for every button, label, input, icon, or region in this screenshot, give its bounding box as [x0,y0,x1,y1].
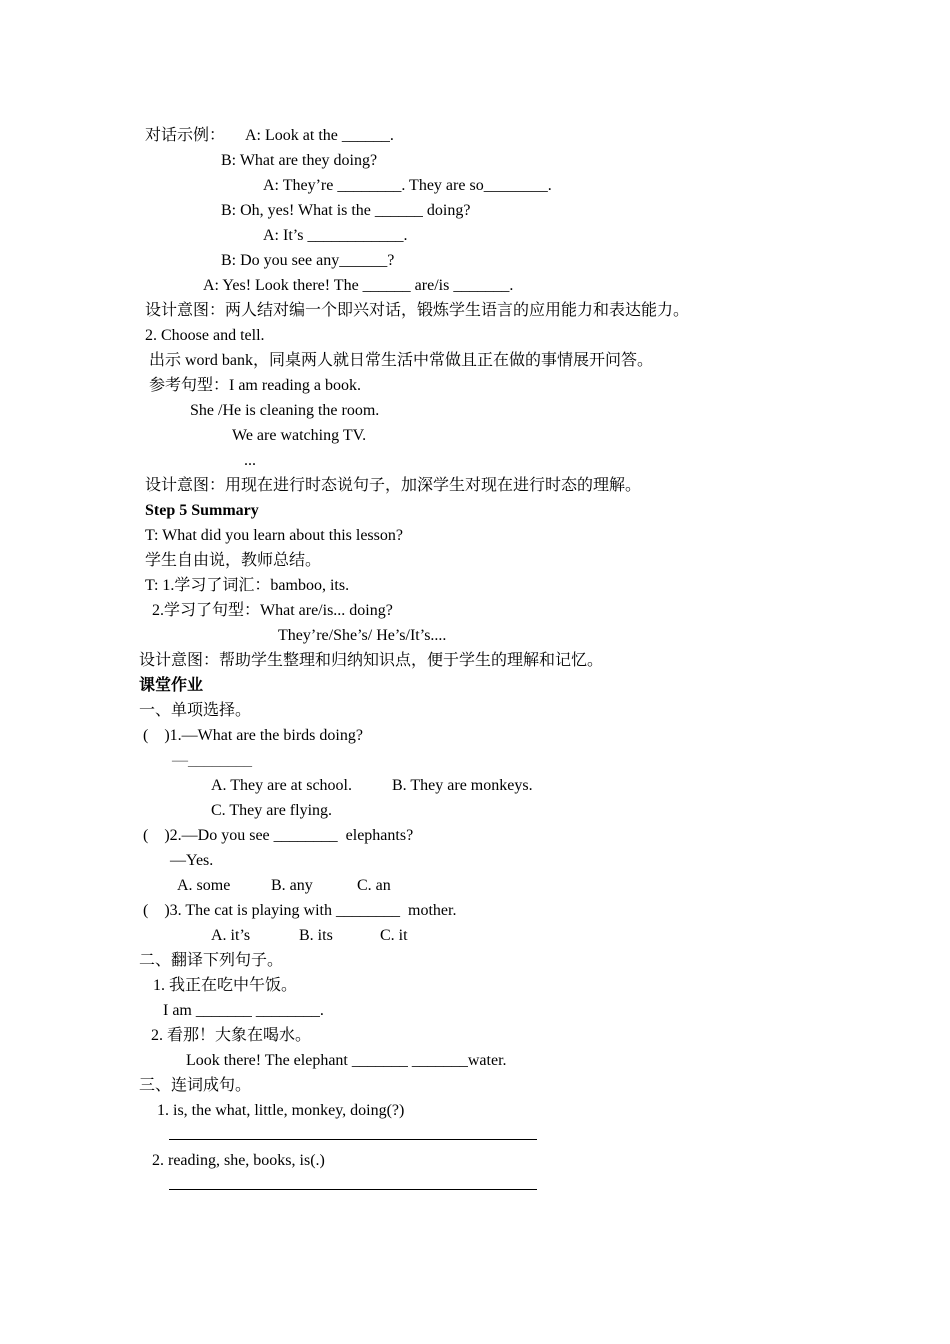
choose-tell-intent: 设计意图：用现在进行时态说句子，加深学生对现在进行时态的理解。 [145,477,642,494]
reference-ellipsis: ... [244,452,256,469]
choose-tell-heading: 2. Choose and tell. [145,327,265,344]
question-2-option-c: C. an [357,877,391,894]
reference-sentence-3: We are watching TV. [232,427,367,444]
summary-heading: Step 5 Summary [145,502,259,519]
answer-line-1 [169,1139,537,1140]
dialogue-line-5: A: It’s ____________. [263,227,408,244]
question-3-option-b: B. its [299,927,333,944]
summary-students: 学生自由说，教师总结。 [145,552,322,569]
translate-2: 2. 看那！大象在喝水。 [151,1027,312,1044]
summary-pattern-answer: They’re/She’s/ He’s/It’s.... [278,627,447,644]
translate-2-answer: Look there! The elephant _______ _______water. [186,1052,507,1069]
translate-1-answer: I am _______ ________. [163,1002,324,1019]
homework-title: 课堂作业 [139,677,204,694]
question-2-option-b: B. any [271,877,313,894]
question-1: ( )1.—What are the birds doing? [143,727,363,744]
summary-vocab: T: 1.学习了词汇：bamboo, its. [145,577,350,594]
dialogue-line-6: B: Do you see any______? [221,252,395,269]
question-1-option-a: A. They are at school. [211,777,352,794]
reorder-1: 1. is, the what, little, monkey, doing(?) [157,1102,405,1119]
dialogue-line-4: B: Oh, yes! What is the ______ doing? [221,202,471,219]
dialogue-line-2: B: What are they doing? [221,152,378,169]
part3-heading: 三、连词成句。 [139,1077,252,1094]
question-3: ( )3. The cat is playing with ________ mother. [143,902,457,919]
reference-sentence-1: 参考句型：I am reading a book. [149,377,361,394]
question-1-option-b: B. They are monkeys. [392,777,533,794]
reference-sentence-2: She /He is cleaning the room. [190,402,380,419]
dialogue-intent: 设计意图：两人结对编一个即兴对话，锻炼学生语言的应用能力和表达能力。 [145,302,690,319]
question-2: ( )2.—Do you see ________ elephants? [143,827,414,844]
answer-line-2 [169,1189,537,1190]
question-1-reply: —________ [172,752,252,769]
question-1-option-c: C. They are flying. [211,802,333,819]
translate-1: 1. 我正在吃中午饭。 [153,977,298,994]
dialogue-line-3: A: They’re ________. They are so________. [263,177,552,194]
part1-heading: 一、单项选择。 [139,702,252,719]
summary-intent: 设计意图：帮助学生整理和归纳知识点，便于学生的理解和记忆。 [139,652,604,669]
choose-tell-instruction: 出示 word bank，同桌两人就日常生活中常做且正在做的事情展开问答。 [149,352,653,369]
question-2-option-a: A. some [177,877,231,894]
part2-heading: 二、翻译下列句子。 [139,952,284,969]
question-3-option-a: A. it’s [211,927,251,944]
summary-pattern: 2.学习了句型：What are/is... doing? [152,602,393,619]
question-2-reply: —Yes. [170,852,214,869]
question-3-option-c: C. it [380,927,408,944]
dialogue-line-1: 对话示例： A: Look at the ______. [145,127,394,144]
dialogue-line-7: A: Yes! Look there! The ______ are/is _______. [203,277,514,294]
reorder-2: 2. reading, she, books, is(.) [152,1152,325,1169]
summary-question: T: What did you learn about this lesson? [145,527,403,544]
